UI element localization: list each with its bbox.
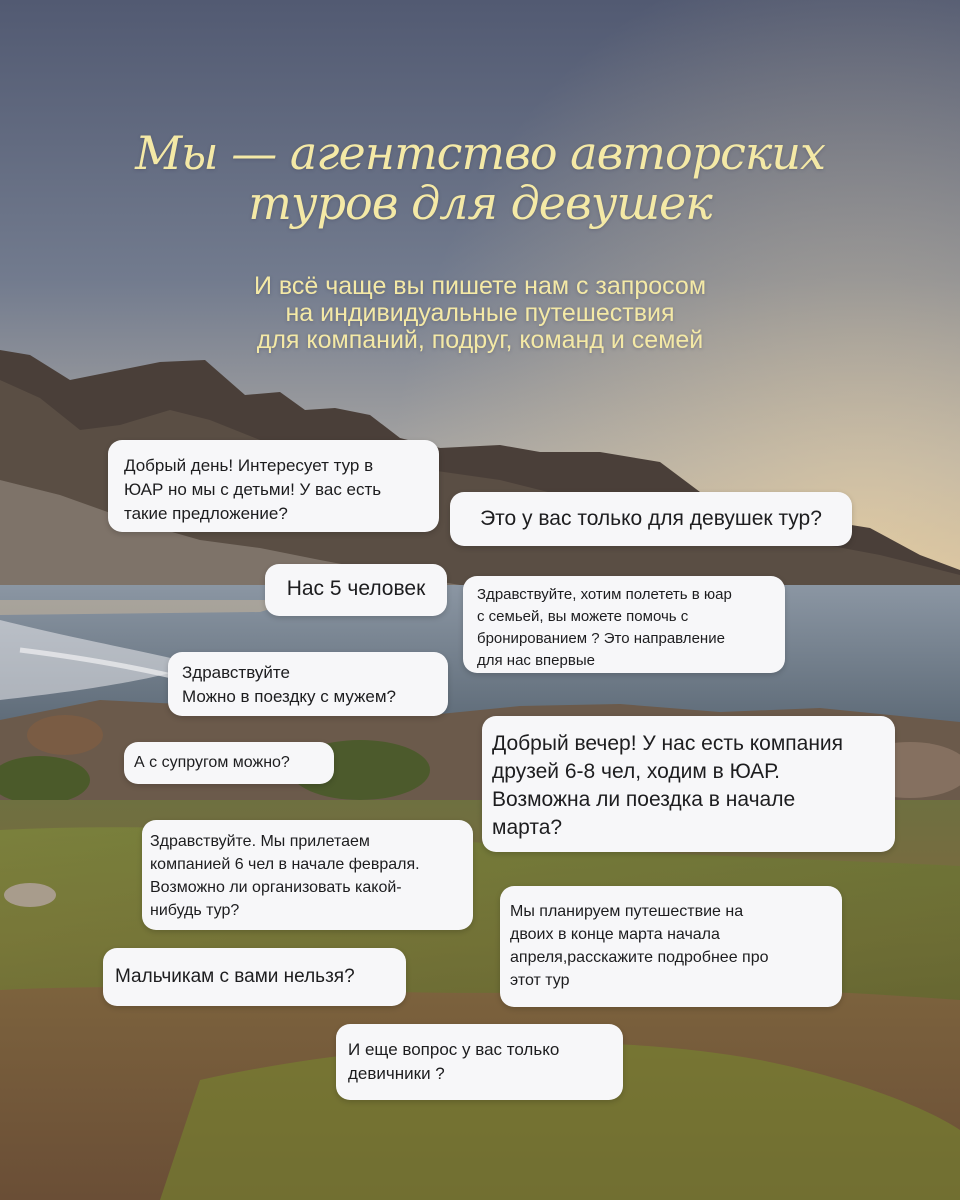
subheadline	[0, 273, 960, 354]
message-text: Добрый вечер! У нас есть компания друзей 6-8 чел, ходим в ЮАР. Возможна ли поездка в начале марта?	[492, 732, 844, 839]
headline-line-2: туров для девушек	[248, 176, 712, 230]
message-bubble	[124, 742, 334, 784]
subheadline-line-3: для компаний, подруг, команд и семей	[256, 326, 704, 354]
message-text: Здравствуйте. Мы прилетаем компанией 6 чел в начале февраля. Возможно ли организовать какой- нибудь тур?	[150, 833, 420, 919]
subheadline-line-1: И всё чаще вы пишете нам с запросом	[253, 272, 707, 300]
message-bubble	[482, 716, 895, 852]
headline-line-1: Мы — агентство авторских	[135, 126, 825, 180]
message-text: Это у вас только для девушек тур?	[480, 507, 822, 530]
main-headline	[0, 128, 960, 228]
message-bubble	[142, 820, 473, 930]
message-text: Нас 5 человек	[286, 577, 426, 600]
message-bubble	[108, 440, 439, 532]
message-bubble	[450, 492, 852, 546]
subheadline-line-2: на индивидуальные путешествия	[285, 299, 675, 327]
message-text: Здравствуйте, хотим полететь в юар с семьей, вы можете помочь с бронированием ? Это направление для нас впервые	[477, 586, 732, 669]
message-bubble	[168, 652, 448, 716]
message-text: Мальчикам с вами нельзя?	[115, 966, 355, 987]
message-bubble	[463, 576, 785, 673]
message-bubble	[336, 1024, 623, 1100]
message-text: И еще вопрос у вас только девичники ?	[348, 1040, 560, 1083]
message-text: А с супругом можно?	[134, 754, 290, 771]
message-bubble	[500, 886, 842, 1007]
message-text: Мы планируем путешествие на двоих в конце марта начала апреля,расскажите подробнее про этот тур	[510, 903, 769, 989]
message-bubble	[103, 948, 406, 1006]
message-bubble	[265, 564, 447, 616]
message-text: Здравствуйте Можно в поездку с мужем?	[182, 663, 397, 706]
message-text: Добрый день! Интересует тур в ЮАР но мы с детьми! У вас есть такие предложение?	[124, 456, 382, 523]
